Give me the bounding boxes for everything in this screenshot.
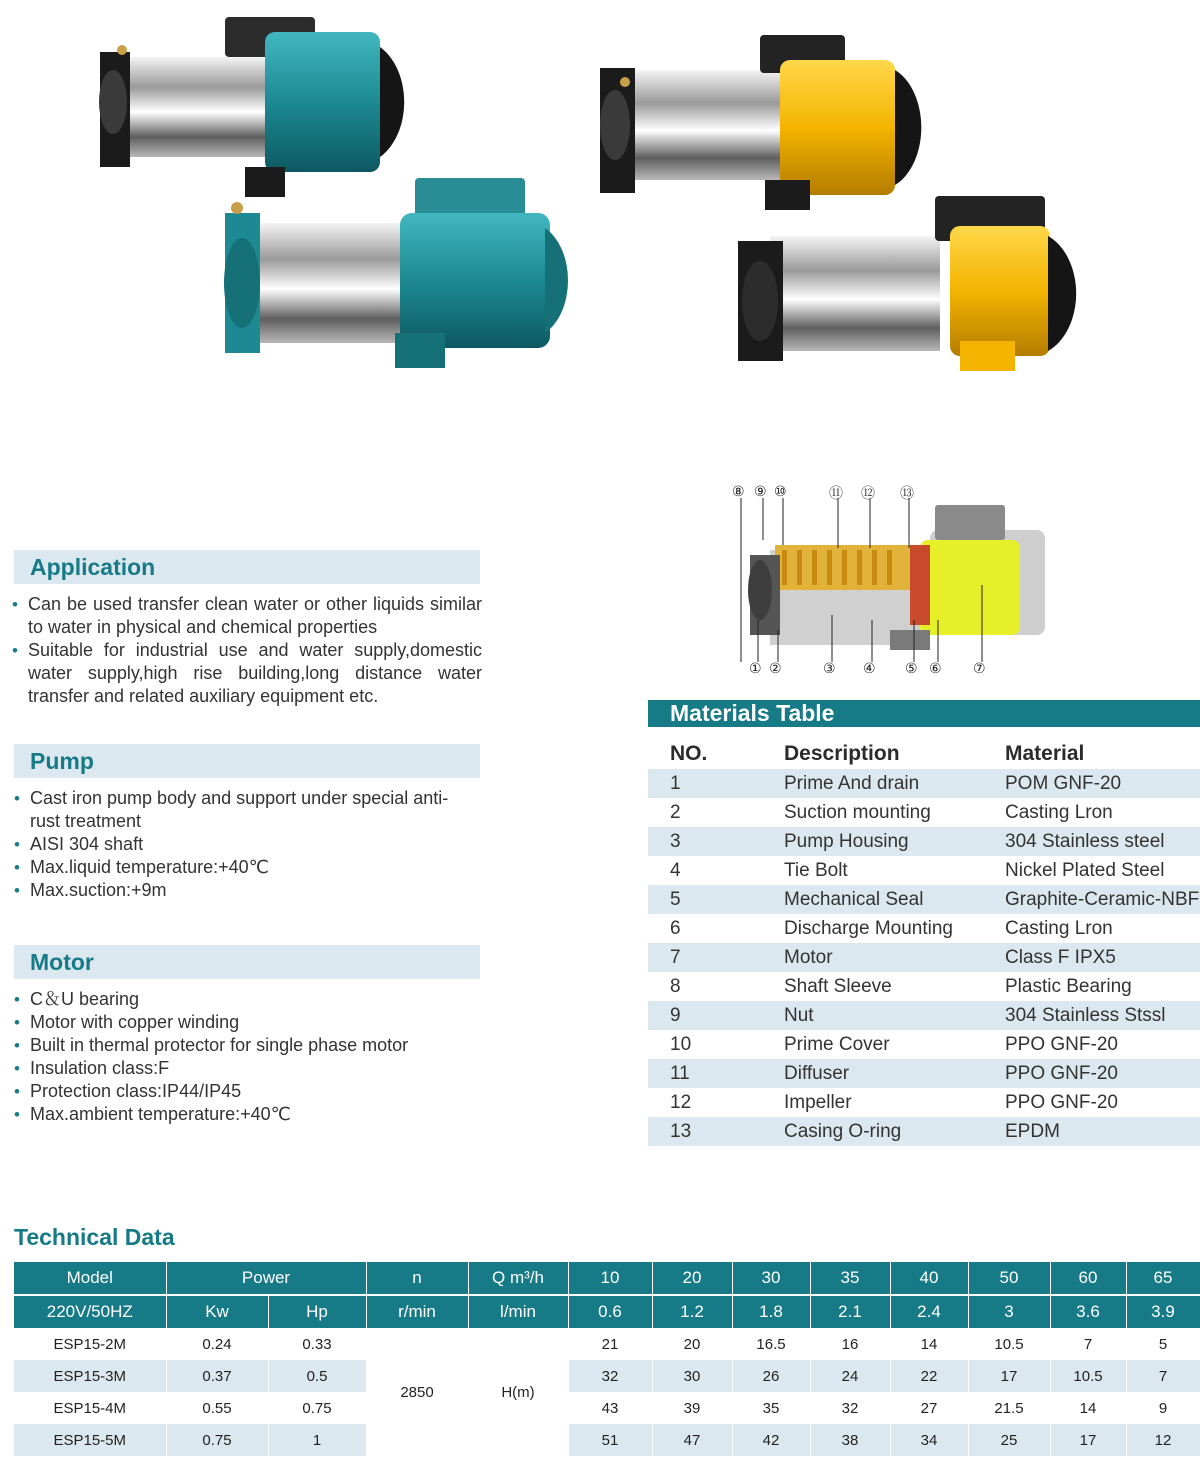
application-item: • Suitable for industrial use and water supply,domestic water supply,high rise building,long distance water transfer and related auxiliary equipment etc. [12, 639, 482, 708]
table-row: 10 Prime Cover PPO GNF-20 [670, 1033, 1118, 1055]
tech-header-row-1: Model Power n Q m³/h 10 20 30 35 40 50 60 65 [14, 1262, 1200, 1295]
col-power: Power [166, 1262, 366, 1295]
callout-1: ① [749, 660, 762, 676]
callout-7: ⑦ [973, 660, 986, 676]
col-model: Model [14, 1262, 166, 1295]
table-row: 1 Prime And drain POM GNF-20 [648, 769, 1200, 798]
col-hp: Hp [268, 1295, 366, 1328]
materials-header-row [648, 739, 1200, 769]
table-row: 11 Diffuser PPO GNF-20 [648, 1059, 1200, 1088]
table-row: 5 Mechanical Seal Graphite-Ceramic-NBF [648, 885, 1200, 914]
col-q: Q m³/h [468, 1262, 568, 1295]
pump-feature-item: • Max.liquid temperature:+40℃ [14, 856, 454, 879]
table-row: 4 Tie Bolt Nickel Plated Steel [670, 859, 1165, 881]
col-n: n [366, 1262, 468, 1295]
col-kw: Kw [166, 1295, 268, 1328]
materials-col-material: Material [1005, 742, 1085, 765]
callout-4: ④ [863, 660, 876, 676]
cutaway-illustration [720, 480, 1060, 680]
pump-photo-yellow-1 [595, 30, 940, 215]
callout-12: ⑫ [861, 485, 875, 501]
motor-feature-item: • Insulation class:F [14, 1057, 484, 1080]
table-row: 9 Nut 304 Stainless Stssl [648, 1001, 1200, 1030]
pump-feature-item: • Max.suction:+9m [14, 879, 454, 902]
callout-6: ⑥ [929, 660, 942, 676]
motor-feature-item: • Protection class:IP44/IP45 [14, 1080, 484, 1103]
application-list [12, 593, 482, 708]
technical-data-heading: Technical Data [14, 1224, 175, 1250]
table-row: 8 Shaft Sleeve Plastic Bearing [670, 975, 1132, 997]
rated-speed: 2850 [366, 1328, 468, 1456]
callout-5: ⑤ [905, 660, 918, 676]
col-rmin: r/min [366, 1295, 468, 1328]
cutaway-diagram [720, 480, 1060, 680]
materials-table-heading: Materials Table [648, 700, 1200, 727]
materials-table [648, 739, 1200, 1146]
technical-data-table [14, 1262, 1200, 1456]
motor-feature-item: • Motor with copper winding [14, 1011, 484, 1034]
callout-11: ⑪ [829, 485, 843, 501]
diagram-callouts-bottom [732, 660, 1062, 680]
table-row: 3 Pump Housing 304 Stainless steel [648, 827, 1200, 856]
callout-2: ② [769, 660, 782, 676]
pump-feature-item: • AISI 304 shaft [14, 833, 454, 856]
table-row: 12 Impeller PPO GNF-20 [670, 1091, 1118, 1113]
motor-heading: Motor [14, 945, 480, 979]
application-item: • Can be used transfer clean water or other liquids similar to water in physical and chemical properties [12, 593, 482, 639]
motor-feature-item: • C＆U bearing [14, 988, 484, 1011]
table-row: ESP15-5M 0.75 1 51 47 42 38 34 25 17 12 [14, 1424, 1200, 1456]
motor-feature-item: • Max.ambient temperature:+40℃ [14, 1103, 484, 1126]
pump-photo-blue-1 [95, 12, 425, 197]
callout-9: ⑨ [754, 483, 767, 499]
callout-8: ⑧ [732, 483, 745, 499]
table-row: 6 Discharge Mounting Casting Lron [670, 917, 1113, 939]
pump-photo-blue-2 [215, 178, 575, 373]
callout-10: ⑩ [774, 483, 787, 499]
application-heading: Application [14, 550, 480, 584]
callout-13: ⑬ [900, 485, 914, 501]
tech-header-row-2: 220V/50HZ Kw Hp r/min l/min 0.6 1.2 1.8 2.1 2.4 3 3.6 3.9 [14, 1295, 1200, 1328]
table-row: ESP15-2M 0.24 0.33 2850 H(m) 21 20 16.5 16 14 10.5 7 5 [14, 1328, 1200, 1360]
pump-photo-yellow-2 [730, 196, 1100, 376]
materials-col-description: Description [784, 742, 900, 765]
head-label: H(m) [468, 1328, 568, 1456]
table-row: 7 Motor Class F IPX5 [648, 943, 1200, 972]
callout-3: ③ [823, 660, 836, 676]
pump-heading: Pump [14, 744, 480, 778]
materials-col-no: NO. [670, 742, 708, 765]
table-row: ESP15-4M 0.55 0.75 43 39 35 32 27 21.5 14 9 [14, 1392, 1200, 1424]
table-row: 13 Casing O-ring EPDM [648, 1117, 1200, 1146]
col-lmin: l/min [468, 1295, 568, 1328]
table-row: ESP15-3M 0.37 0.5 32 30 26 24 22 17 10.5 7 [14, 1360, 1200, 1392]
motor-feature-item: • Built in thermal protector for single phase motor [14, 1034, 484, 1057]
table-row: 2 Suction mounting Casting Lron [670, 801, 1113, 823]
col-voltage: 220V/50HZ [14, 1295, 166, 1328]
diagram-callouts-top [732, 483, 1062, 503]
motor-features-list [14, 988, 484, 1126]
pump-feature-item: • Cast iron pump body and support under special anti-rust treatment [14, 787, 454, 833]
pump-features-list [14, 787, 454, 902]
